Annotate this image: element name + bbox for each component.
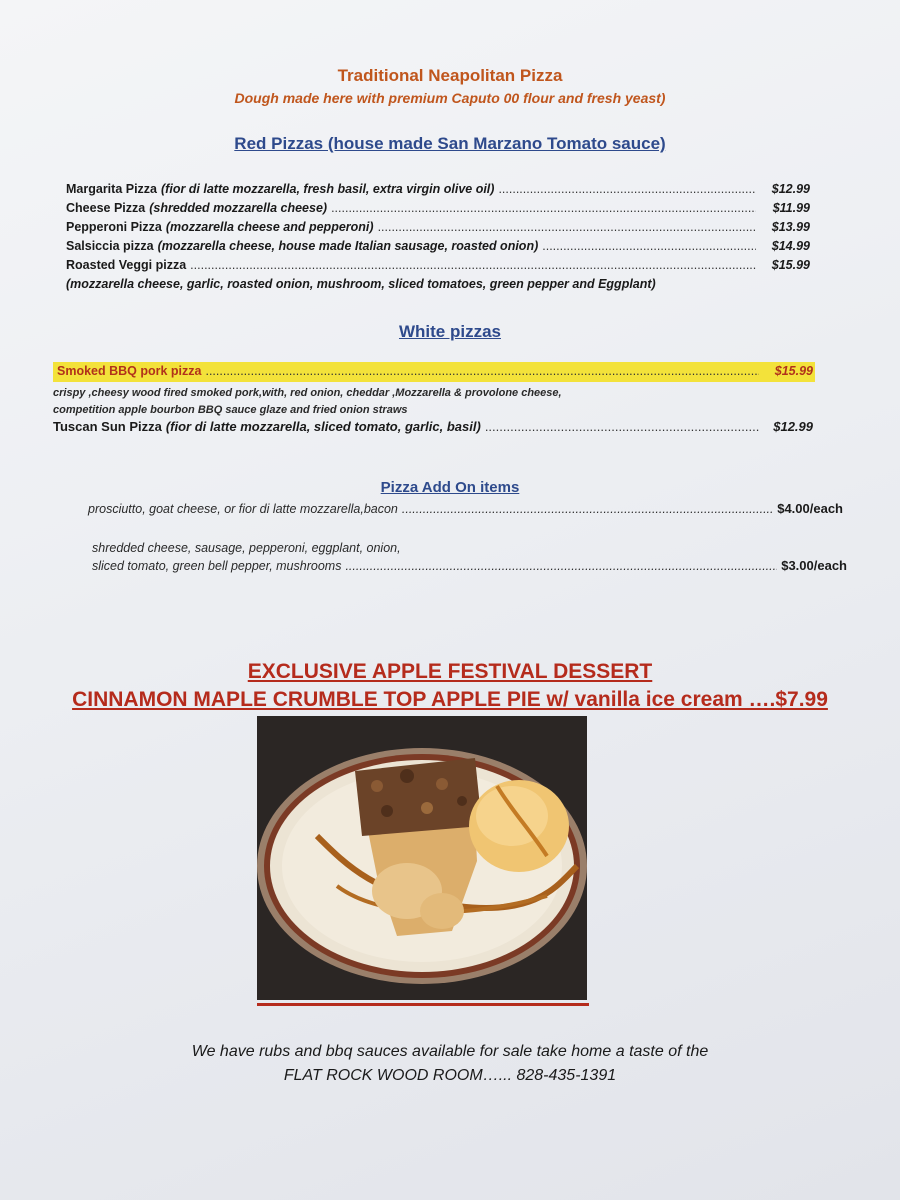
bbq-description-line-1: crispy ,cheesy wood fired smoked pork,with, red onion, cheddar ,Mozzarella & provolone cheese, — [53, 387, 562, 399]
item-name: Roasted Veggi pizza — [66, 258, 187, 272]
item-price: $14.99 — [771, 239, 810, 253]
item-name: Smoked BBQ pork pizza — [57, 364, 202, 378]
item-name: Margarita Pizza — [66, 182, 158, 196]
item-price: $15.99 — [774, 364, 813, 378]
item-price: $15.99 — [771, 258, 810, 272]
item-name: Tuscan Sun Pizza — [53, 419, 162, 434]
white-pizzas-heading: White pizzas — [398, 322, 501, 341]
dessert-banner: EXCLUSIVE APPLE FESTIVAL DESSERT — [247, 660, 653, 683]
addon-price: $3.00/each — [781, 558, 847, 573]
menu-title: Traditional Neapolitan Pizza — [337, 66, 563, 85]
apple-pie-photo — [257, 716, 587, 1000]
item-desc: (fior di latte mozzarella, fresh basil, extra virgin olive oil) — [161, 182, 495, 196]
item-desc: (fior di latte mozzarella, sliced tomato, garlic, basil) — [165, 419, 481, 434]
roasted-veggi-description: (mozzarella cheese, garlic, roasted onion, mushroom, sliced tomatoes, green pepper and Eggplant) — [66, 277, 656, 291]
menu-item-smoked-bbq — [57, 364, 813, 378]
addon-items: sliced tomato, green bell pepper, mushrooms — [92, 559, 342, 573]
item-price: $11.99 — [772, 201, 810, 215]
item-name: Cheese Pizza — [66, 201, 146, 215]
footer-line-2: FLAT ROCK WOOD ROOM…... 828-435-1391 — [283, 1067, 617, 1084]
leader-dots — [498, 182, 756, 196]
addon-items: shredded cheese, sausage, pepperoni, eggplant, onion, — [92, 541, 401, 555]
addon-group-standard — [92, 558, 847, 573]
menu-subtitle: Dough made here with premium Caputo 00 flour and fresh yeast) — [234, 90, 666, 106]
item-price: $12.99 — [771, 182, 810, 196]
leader-dots — [378, 220, 756, 234]
photo-underline — [257, 1003, 589, 1006]
addon-items: prosciutto, goat cheese, or fior di latte mozzarella,bacon — [88, 502, 398, 516]
item-desc: (mozzarella cheese and pepperoni) — [165, 220, 374, 234]
addon-price: $4.00/each — [777, 501, 843, 516]
leader-dots — [190, 258, 756, 272]
addon-group-premium — [88, 501, 843, 516]
menu-item-pepperoni — [66, 220, 810, 234]
item-desc: (mozzarella cheese, house made Italian sausage, roasted onion) — [157, 239, 539, 253]
item-desc: (shredded mozzarella cheese) — [149, 201, 328, 215]
item-price: $12.99 — [773, 419, 813, 434]
red-pizzas-heading: Red Pizzas (house made San Marzano Tomato sauce) — [234, 134, 666, 153]
leader-dots — [331, 201, 756, 215]
item-name: Pepperoni Pizza — [66, 220, 162, 234]
addon-group-standard-line-1 — [92, 541, 401, 555]
leader-dots — [542, 239, 756, 253]
addon-heading: Pizza Add On items — [380, 479, 520, 496]
leader-dots — [485, 419, 759, 434]
menu-item-roasted-veggi — [66, 258, 810, 272]
menu-item-cheese — [66, 201, 810, 215]
leader-dots — [345, 559, 777, 573]
leader-dots — [402, 502, 773, 516]
footer-line-1: We have rubs and bbq sauces available for sale take home a taste of the — [191, 1043, 709, 1060]
dessert-item: CINNAMON MAPLE CRUMBLE TOP APPLE PIE w/ vanilla ice cream ….$7.99 — [72, 688, 828, 711]
leader-dots — [205, 364, 759, 378]
item-name: Salsiccia pizza — [66, 239, 154, 253]
menu-item-margarita — [66, 182, 810, 196]
menu-item-salsiccia — [66, 239, 810, 253]
bbq-description-line-2: competition apple bourbon BBQ sauce glaze and fried onion straws — [53, 404, 408, 416]
menu-item-tuscan-sun — [53, 419, 813, 434]
item-price: $13.99 — [771, 220, 810, 234]
